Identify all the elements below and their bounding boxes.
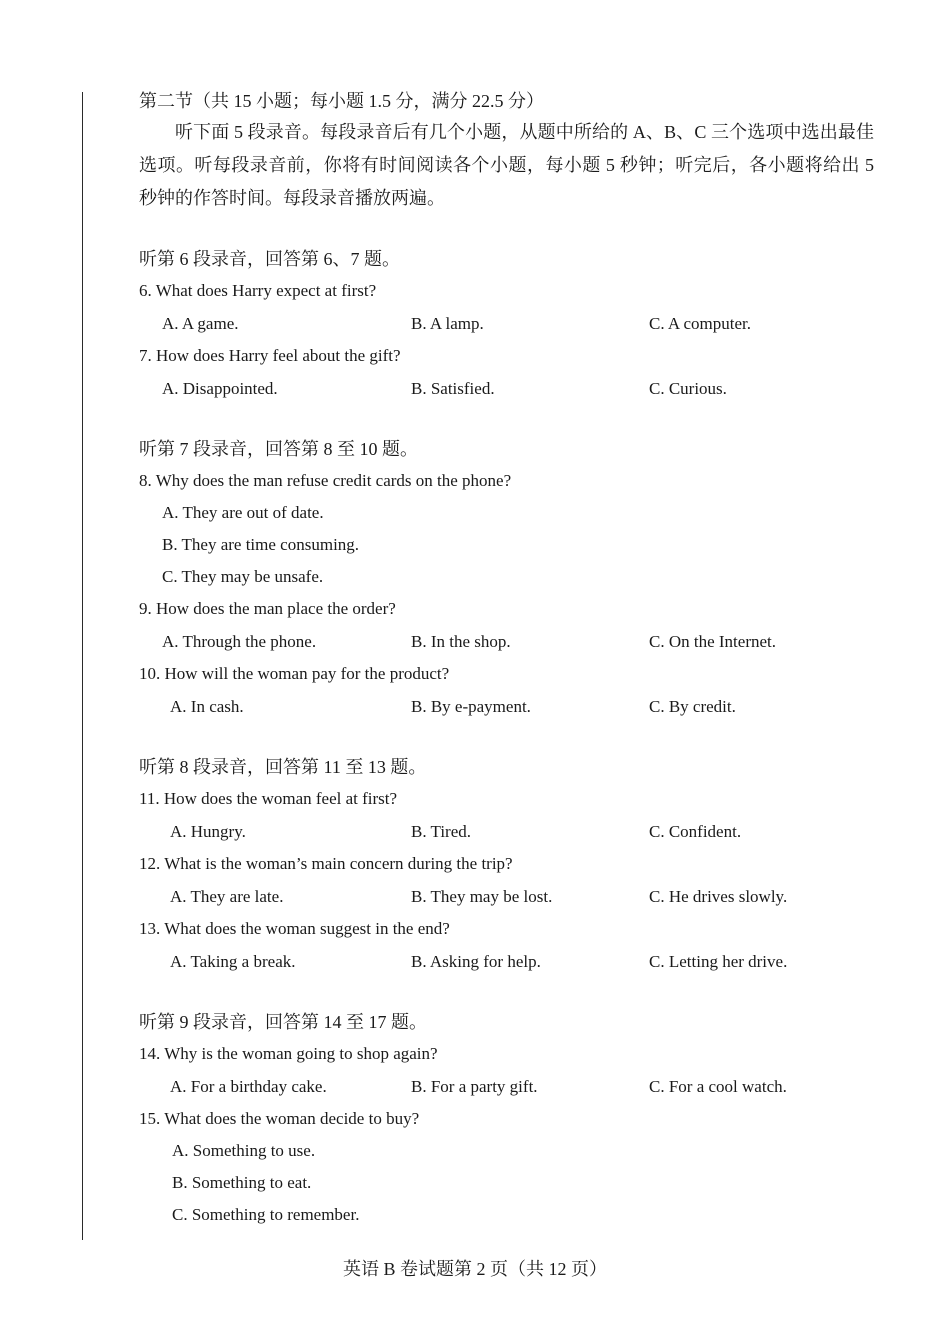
option-a: A. A game. [162, 314, 239, 333]
option-b: B. In the shop. [411, 632, 511, 651]
option-c: C. Curious. [649, 379, 727, 398]
listening-group-8 [139, 751, 874, 978]
option-b: B. For a party gift. [411, 1077, 538, 1096]
option-b: B. By e-payment. [411, 697, 531, 716]
question-8-stem: 8. Why does the man refuse credit cards on the phone? [139, 471, 512, 490]
option-a: A. For a birthday cake. [170, 1077, 327, 1096]
option-a: A. Through the phone. [162, 632, 317, 651]
option-a: A. They are out of date. [162, 503, 324, 522]
option-b: B. A lamp. [411, 314, 484, 333]
listening-group-9 [139, 1006, 874, 1231]
question-10-stem: 10. How will the woman pay for the product? [139, 664, 450, 683]
question-6-options [139, 307, 874, 340]
option-b: B. They may be lost. [411, 887, 553, 906]
option-c: C. For a cool watch. [649, 1077, 787, 1096]
option-a: A. Hungry. [170, 822, 246, 841]
option-b: B. Tired. [411, 822, 471, 841]
question-12-options [139, 880, 874, 913]
option-a: A. Taking a break. [170, 952, 296, 971]
listening-group-7 [139, 433, 874, 723]
group-title: 听第 9 段录音，回答第 14 至 17 题。 [139, 1012, 427, 1032]
option-b: B. Asking for help. [411, 952, 541, 971]
question-12-stem: 12. What is the woman’s main concern during the trip? [139, 854, 513, 873]
option-b: B. Something to eat. [172, 1173, 312, 1192]
question-14-options [139, 1070, 874, 1103]
page-footer: 英语 B 卷试题第 2 页（共 12 页） [342, 1259, 607, 1279]
option-c: C. A computer. [649, 314, 751, 333]
option-a: A. Something to use. [172, 1141, 316, 1160]
question-10-options [139, 690, 874, 723]
option-c: C. Confident. [649, 822, 742, 841]
binding-margin-line [82, 92, 83, 1240]
question-6-stem: 6. What does Harry expect at first? [139, 281, 377, 300]
question-11-options [139, 815, 874, 848]
option-b: B. They are time consuming. [162, 535, 360, 554]
option-c: C. Something to remember. [172, 1205, 360, 1224]
group-title: 听第 8 段录音，回答第 11 至 13 题。 [139, 757, 427, 777]
question-13-stem: 13. What does the woman suggest in the end? [139, 919, 450, 938]
option-b: B. Satisfied. [411, 379, 495, 398]
group-title: 听第 6 段录音，回答第 6、7 题。 [139, 249, 400, 269]
option-c: C. Letting her drive. [649, 952, 788, 971]
question-14-stem: 14. Why is the woman going to shop again? [139, 1044, 438, 1063]
listening-group-6 [139, 243, 874, 405]
question-15-stem: 15. What does the woman decide to buy? [139, 1109, 420, 1128]
question-13-options [139, 945, 874, 978]
option-a: A. In cash. [170, 697, 244, 716]
option-a: A. They are late. [170, 887, 284, 906]
section-header: 第二节（共 15 小题；每小题 1.5 分，满分 22.5 分） [139, 91, 544, 111]
page-content [139, 86, 874, 1231]
option-c: C. By credit. [649, 697, 736, 716]
question-9-stem: 9. How does the man place the order? [139, 599, 396, 618]
group-title: 听第 7 段录音，回答第 8 至 10 题。 [139, 439, 418, 459]
section-instructions: 听下面 5 段录音。每段录音后有几个小题，从题中所给的 A、B、C 三个选项中选出最佳选项。听每段录音前，你将有时间阅读各个小题，每小题 5 秒钟；听完后，各小题将给出 5 秒钟的作答时间。每段录音播放两遍。 [139, 122, 874, 208]
option-a: A. Disappointed. [162, 379, 278, 398]
question-7-options [139, 372, 874, 405]
question-11-stem: 11. How does the woman feel at first? [139, 789, 398, 808]
option-c: C. He drives slowly. [649, 887, 788, 906]
question-9-options [139, 625, 874, 658]
option-c: C. On the Internet. [649, 632, 776, 651]
option-c: C. They may be unsafe. [162, 567, 324, 586]
question-7-stem: 7. How does Harry feel about the gift? [139, 346, 401, 365]
